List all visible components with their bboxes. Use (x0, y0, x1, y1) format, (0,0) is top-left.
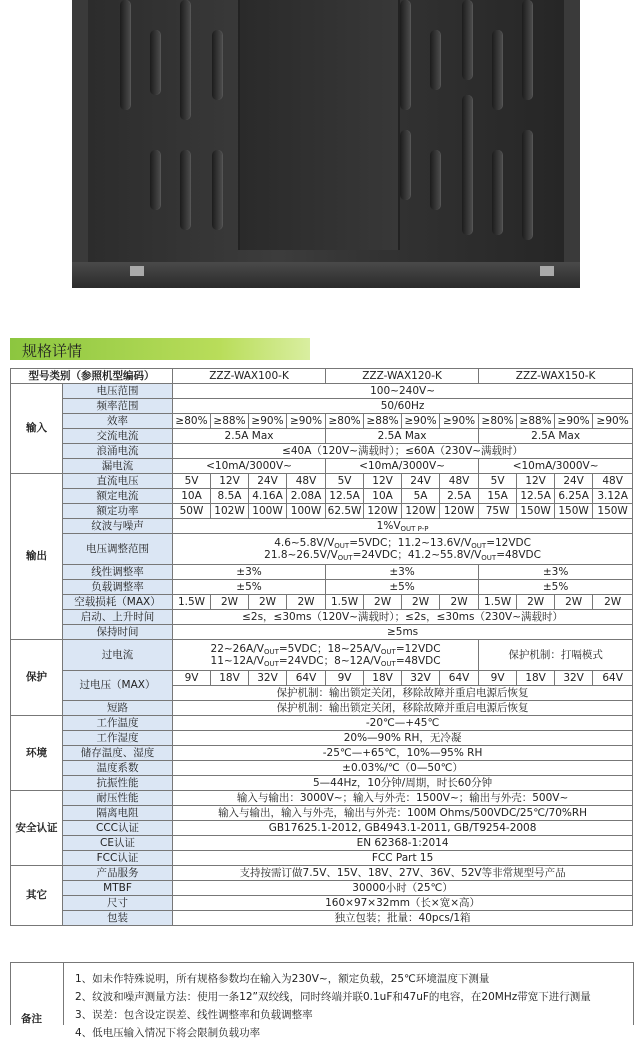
table-row (11, 565, 633, 580)
heatsink-groove (492, 150, 502, 235)
table-row (11, 580, 633, 595)
row-value: 独立包装；批量：40pcs/1箱 (173, 911, 633, 926)
power-cell: 50W (173, 504, 211, 519)
row-value: 输入与输出，输入与外壳，输出与外壳：100M Ohms/500VDC/25℃/70%RH (173, 806, 633, 821)
row-label: 短路 (63, 701, 173, 716)
text-segment: 11~12A/V (210, 655, 264, 667)
adj-range-line (174, 549, 631, 561)
table-row (11, 610, 633, 625)
power-cell: 75W (479, 504, 517, 519)
power-cell: 120W (440, 504, 479, 519)
table-row (11, 459, 633, 474)
noload-cell: 2W (593, 595, 633, 610)
row-value: 保护机制：输出锁定关闭，移除故障并重启电源后恢复 (173, 701, 633, 716)
row-label: 效率 (63, 414, 173, 429)
row-value: -20℃—+45℃ (173, 716, 633, 731)
text-segment: 22~26A/V (210, 642, 264, 655)
row-value: <10mA/3000V~ (326, 459, 479, 474)
noload-cell: 2W (440, 595, 479, 610)
heatsink-groove (522, 0, 532, 100)
row-label: 包装 (63, 911, 173, 926)
table-row (11, 746, 633, 761)
row-label: 电压范围 (63, 384, 173, 399)
row-value: <10mA/3000V~ (173, 459, 326, 474)
subscript: OUT (337, 554, 353, 562)
row-label: CE认证 (63, 836, 173, 851)
row-value (173, 534, 633, 565)
subscript: OUT (380, 660, 396, 668)
mounting-tab (540, 266, 554, 276)
voltage-cell: 24V (249, 474, 287, 489)
row-label: 产品服务 (63, 866, 173, 881)
heatsink-groove (492, 30, 502, 110)
row-label: 隔离电阻 (63, 806, 173, 821)
row-label: 浪涌电流 (63, 444, 173, 459)
voltage-cell: 24V (555, 474, 593, 489)
row-label: FCC认证 (63, 851, 173, 866)
text-segment: =24VDC；8~12A/V (278, 655, 381, 667)
row-label: 保持时间 (63, 625, 173, 640)
table-row (11, 791, 633, 806)
row-value: 30000小时（25℃） (173, 881, 633, 896)
current-cell: 2.5A (440, 489, 479, 504)
current-cell: 10A (364, 489, 402, 504)
row-value: GB17625.1-2012, GB4943.1-2011, GB/T9254-2008 (173, 821, 633, 836)
note-line: 4、低电压输入情况下将会限制负载功率 (75, 1027, 261, 1039)
ov-cell: 64V (287, 671, 326, 686)
category-input: 输入 (11, 384, 63, 474)
noload-cell: 2W (287, 595, 326, 610)
header-category: 型号类别（参照机型编码） (11, 369, 173, 384)
category-env: 环境 (11, 716, 63, 791)
category-output: 输出 (11, 474, 63, 640)
efficiency-cell: ≥80% (173, 414, 211, 429)
row-value: ±3% (479, 565, 633, 580)
category-other: 其它 (11, 866, 63, 926)
row-label: 空载损耗（MAX） (63, 595, 173, 610)
mounting-tab (130, 266, 144, 276)
text-segment: 4.6~5.8V/V (274, 536, 335, 549)
row-value: ±0.03%/℃（0—50℃） (173, 761, 633, 776)
table-row (11, 821, 633, 836)
table-row (11, 896, 633, 911)
table-row (11, 701, 633, 716)
table-row (11, 595, 633, 610)
table-row (11, 489, 633, 504)
table-row (11, 414, 633, 429)
efficiency-cell: ≥90% (593, 414, 633, 429)
table-row (11, 836, 633, 851)
heatsink-groove (212, 30, 222, 100)
row-value: ±3% (326, 565, 479, 580)
heatsink-groove (400, 0, 410, 110)
table-row (11, 716, 633, 731)
table-row (11, 474, 633, 489)
row-value: 保护机制：输出锁定关闭，移除故障并重启电源后恢复 (173, 686, 633, 701)
power-cell: 100W (287, 504, 326, 519)
row-value: ≤40A（120V~满载时）；≤60A（230V~满载时） (173, 444, 633, 459)
text-segment: =12VDC (486, 536, 531, 549)
noload-cell: 1.5W (326, 595, 364, 610)
row-value: 支持按需订做7.5V、15V、18V、27V、36V、52V等非常规型号产品 (173, 866, 633, 881)
table-row (11, 761, 633, 776)
table-row (11, 731, 633, 746)
text-segment: =5VDC；18~25A/V (278, 642, 381, 655)
row-label: MTBF (63, 881, 173, 896)
ov-cell: 18V (364, 671, 402, 686)
row-value: 5—44Hz，10分钟/周期，时长60分钟 (173, 776, 633, 791)
model-name: ZZZ-WAX100-K (173, 369, 326, 384)
efficiency-cell: ≥90% (249, 414, 287, 429)
table-row (11, 519, 633, 534)
efficiency-cell: ≥90% (287, 414, 326, 429)
row-label: 漏电流 (63, 459, 173, 474)
notes-block (10, 962, 634, 1039)
category-protect: 保护 (11, 640, 63, 716)
efficiency-cell: ≥88% (211, 414, 249, 429)
current-cell: 3.12A (593, 489, 633, 504)
current-cell: 8.5A (211, 489, 249, 504)
table-row (11, 640, 633, 671)
table-row (11, 866, 633, 881)
voltage-cell: 5V (326, 474, 364, 489)
protect-mode: 保护机制：打嗝模式 (479, 640, 633, 671)
table-row (11, 384, 633, 399)
row-value: FCC Part 15 (173, 851, 633, 866)
row-value: 输入与输出：3000V~；输入与外壳：1500V~；输出与外壳：500V~ (173, 791, 633, 806)
voltage-cell: 48V (287, 474, 326, 489)
ov-cell: 9V (173, 671, 211, 686)
row-label: 直流电压 (63, 474, 173, 489)
heatsink-groove (212, 150, 222, 230)
current-cell: 2.08A (287, 489, 326, 504)
category-safety: 安全认证 (11, 791, 63, 866)
voltage-cell: 48V (440, 474, 479, 489)
efficiency-cell: ≥80% (326, 414, 364, 429)
row-value: 2.5A Max (173, 429, 326, 444)
row-label: 储存温度、湿度 (63, 746, 173, 761)
voltage-cell: 24V (402, 474, 440, 489)
heatsink-groove (180, 0, 190, 120)
current-cell: 6.25A (555, 489, 593, 504)
table-row (11, 625, 633, 640)
power-cell: 100W (249, 504, 287, 519)
row-value: 160×97×32mm（长×宽×高） (173, 896, 633, 911)
current-cell: 4.16A (249, 489, 287, 504)
power-cell: 62.5W (326, 504, 364, 519)
row-label: 耐压性能 (63, 791, 173, 806)
power-cell: 120W (364, 504, 402, 519)
note-line: 2、纹波和噪声测量方法：使用一条12”双绞线，同时终端并联0.1uF和47uF的电容，在20MHz带宽下进行测量 (75, 991, 591, 1003)
row-label: 线性调整率 (63, 565, 173, 580)
noload-cell: 1.5W (173, 595, 211, 610)
table-row (11, 429, 633, 444)
row-label: 过电流 (63, 640, 173, 671)
table-row (11, 444, 633, 459)
table-row (11, 881, 633, 896)
ov-cell: 18V (211, 671, 249, 686)
row-label: 过电压（MAX） (63, 671, 173, 701)
subscript: OUT (471, 541, 487, 550)
voltage-cell: 12V (517, 474, 555, 489)
text-segment: =48VDC (496, 549, 541, 561)
table-row (11, 911, 633, 926)
row-label: 抗振性能 (63, 776, 173, 791)
section-title: 规格详情 (22, 342, 83, 360)
spec-table (10, 368, 633, 926)
voltage-cell: 5V (479, 474, 517, 489)
note-line: 3、误差：包含设定误差、线性调整率和负载调整率 (75, 1009, 313, 1021)
row-label: 交流电流 (63, 429, 173, 444)
row-value: 20%—90% RH，无冷凝 (173, 731, 633, 746)
voltage-cell: 12V (211, 474, 249, 489)
model-name: ZZZ-WAX120-K (326, 369, 479, 384)
row-label: 启动、上升时间 (63, 610, 173, 625)
text-segment: 21.8~26.5V/V (264, 549, 338, 561)
notes-title: 备注 (21, 1013, 42, 1025)
model-name: ZZZ-WAX150-K (479, 369, 633, 384)
row-value: ≥5ms (173, 625, 633, 640)
noload-cell: 2W (249, 595, 287, 610)
table-row (11, 671, 633, 686)
efficiency-cell: ≥90% (555, 414, 593, 429)
row-value: 100~240V~ (173, 384, 633, 399)
ov-cell: 32V (555, 671, 593, 686)
current-cell: 12.5A (326, 489, 364, 504)
table-row (11, 776, 633, 791)
subscript: OUT (481, 554, 497, 562)
row-value (173, 640, 479, 671)
row-value: 50/60Hz (173, 399, 633, 414)
row-value: 2.5A Max (326, 429, 479, 444)
row-value: ±5% (326, 580, 479, 595)
power-cell: 150W (593, 504, 633, 519)
row-label: 额定功率 (63, 504, 173, 519)
row-value: EN 62368-1:2014 (173, 836, 633, 851)
ripple-subscript: OUT P-P (400, 524, 429, 533)
row-label: 额定电流 (63, 489, 173, 504)
ov-cell: 32V (249, 671, 287, 686)
row-value: ±3% (173, 565, 326, 580)
row-label: 纹波与噪声 (63, 519, 173, 534)
adj-range-line (174, 537, 631, 549)
notes-category (11, 963, 64, 1025)
ov-cell: 9V (479, 671, 517, 686)
table-row (11, 806, 633, 821)
ripple-value: 1%V (376, 519, 401, 532)
power-cell: 120W (402, 504, 440, 519)
text-segment: =5VDC；11.2~13.6V/V (349, 536, 472, 549)
heatsink-groove (462, 0, 472, 80)
current-cell: 10A (173, 489, 211, 504)
overcurrent-line (174, 655, 477, 667)
heatsink-groove (522, 130, 532, 240)
ov-cell: 64V (593, 671, 633, 686)
ov-cell: 32V (402, 671, 440, 686)
heatsink-groove (150, 30, 160, 95)
power-cell: 150W (517, 504, 555, 519)
noload-cell: 2W (364, 595, 402, 610)
ov-cell: 64V (440, 671, 479, 686)
note-line: 1、如未作特殊说明，所有规格参数均在输入为230V~，额定负载，25℃环境温度下测量 (75, 973, 490, 985)
row-value: ≤2s，≤30ms（120V~满载时）；≤2s，≤30ms（230V~满载时） (173, 610, 633, 625)
noload-cell: 2W (211, 595, 249, 610)
row-label: 负载调整率 (63, 580, 173, 595)
table-row (11, 504, 633, 519)
section-heading (10, 338, 310, 360)
row-value: <10mA/3000V~ (479, 459, 633, 474)
power-cell: 102W (211, 504, 249, 519)
efficiency-cell: ≥88% (517, 414, 555, 429)
voltage-cell: 12V (364, 474, 402, 489)
ov-cell: 9V (326, 671, 364, 686)
row-label: CCC认证 (63, 821, 173, 836)
center-panel (238, 0, 400, 250)
subscript: OUT (380, 647, 396, 656)
subscript: OUT (334, 541, 350, 550)
row-label: 尺寸 (63, 896, 173, 911)
product-photo (0, 0, 640, 300)
table-row (11, 851, 633, 866)
heatsink-groove (180, 150, 190, 230)
efficiency-cell: ≥88% (364, 414, 402, 429)
noload-cell: 2W (402, 595, 440, 610)
row-value (173, 519, 633, 534)
heatsink-groove (120, 0, 130, 110)
row-label: 工作温度 (63, 716, 173, 731)
text-segment: =48VDC (395, 655, 441, 667)
subscript: OUT (263, 647, 279, 656)
efficiency-cell: ≥90% (440, 414, 479, 429)
heatsink-groove (400, 130, 410, 200)
row-value: ±5% (479, 580, 633, 595)
current-cell: 5A (402, 489, 440, 504)
row-value: ±5% (173, 580, 326, 595)
heatsink-groove (430, 150, 440, 210)
table-row (11, 534, 633, 565)
noload-cell: 1.5W (479, 595, 517, 610)
row-value: -25℃—+65℃，10%—95% RH (173, 746, 633, 761)
ov-cell: 18V (517, 671, 555, 686)
current-cell: 15A (479, 489, 517, 504)
text-segment: =12VDC (395, 642, 441, 655)
row-label: 电压调整范围 (63, 534, 173, 565)
heatsink-groove (430, 30, 440, 90)
efficiency-cell: ≥80% (479, 414, 517, 429)
voltage-cell: 5V (173, 474, 211, 489)
table-row (11, 399, 633, 414)
overcurrent-line (174, 643, 477, 655)
row-value: 2.5A Max (479, 429, 633, 444)
flange-lip (72, 262, 580, 288)
text-segment: =24VDC；41.2~55.8V/V (352, 549, 482, 561)
row-label: 工作湿度 (63, 731, 173, 746)
efficiency-cell: ≥90% (402, 414, 440, 429)
noload-cell: 2W (555, 595, 593, 610)
row-label: 频率范围 (63, 399, 173, 414)
current-cell: 12.5A (517, 489, 555, 504)
row-label: 温度系数 (63, 761, 173, 776)
heatsink-groove (462, 95, 472, 235)
noload-cell: 2W (517, 595, 555, 610)
table-header-row (11, 369, 633, 384)
power-cell: 150W (555, 504, 593, 519)
heatsink-groove (150, 150, 160, 210)
subscript: OUT (263, 660, 279, 668)
voltage-cell: 48V (593, 474, 633, 489)
